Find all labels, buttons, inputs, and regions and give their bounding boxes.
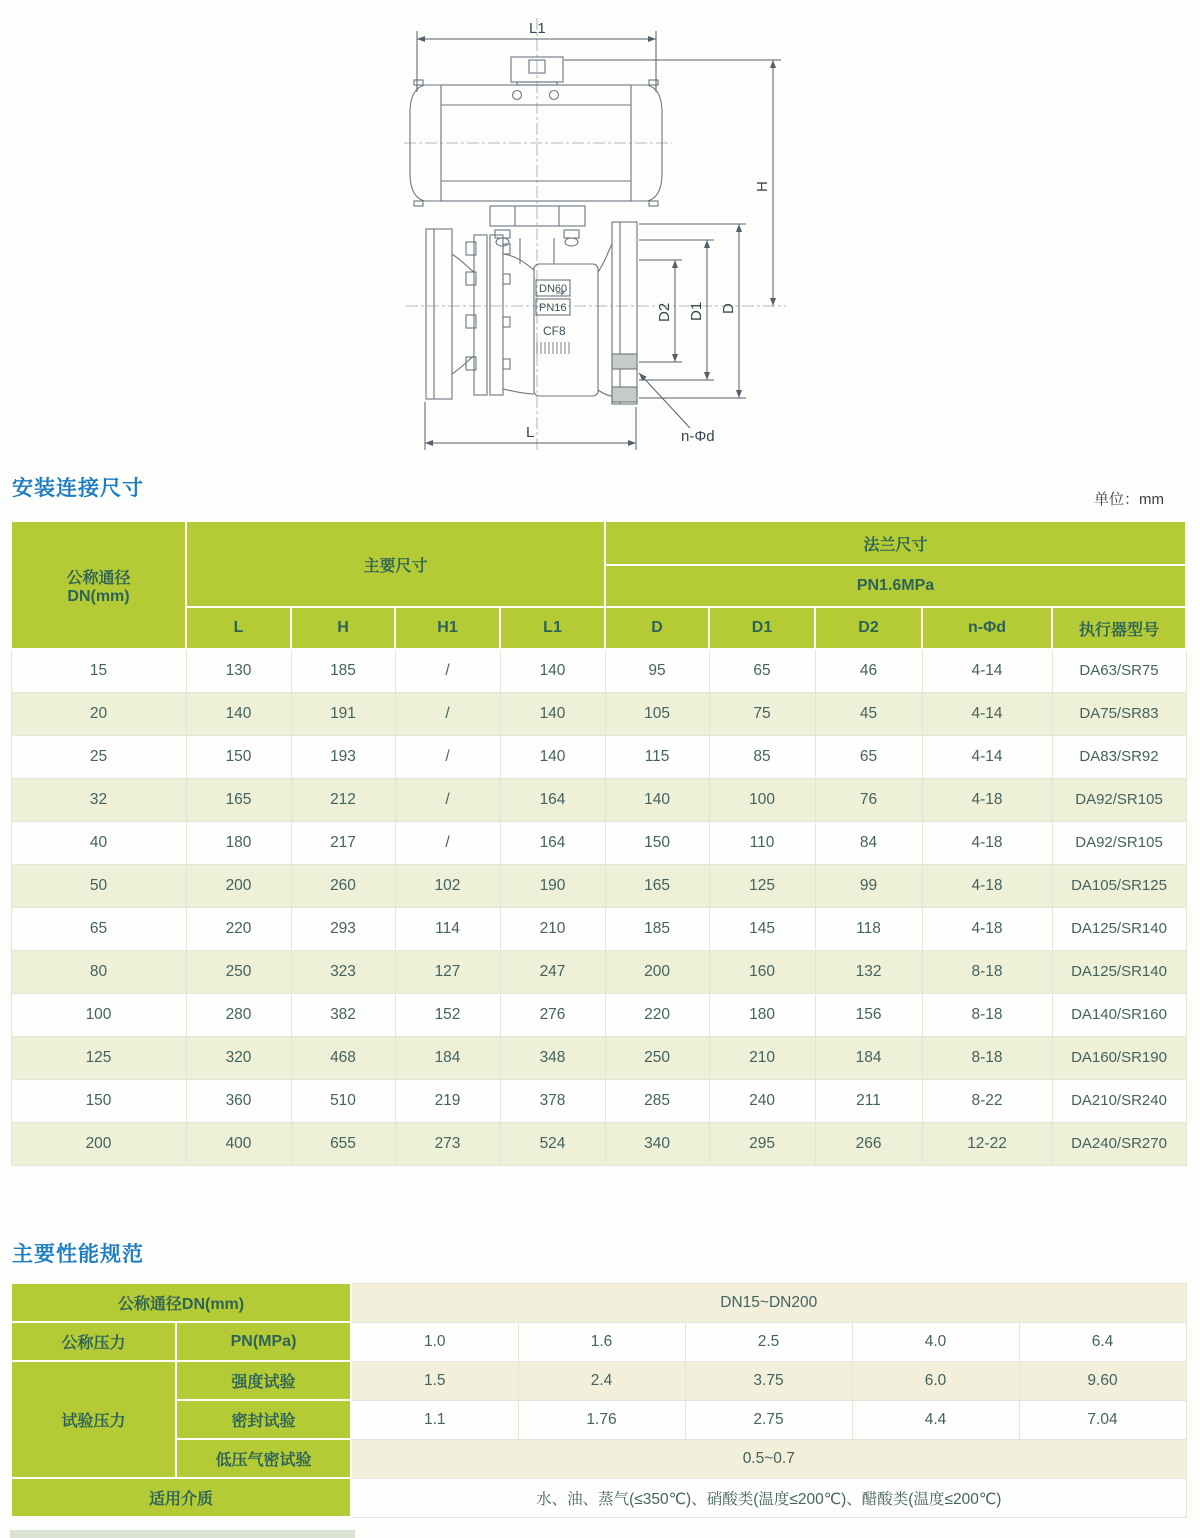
ball-valve-body [426, 222, 637, 404]
perf-strength-value: 9.60 [1019, 1361, 1186, 1400]
row-seal-test [11, 1400, 1186, 1439]
dimension-table-cell: 140 [500, 735, 605, 778]
dimension-table-cell: 150 [605, 821, 709, 864]
perf-seal-value: 7.04 [1019, 1400, 1186, 1439]
dimension-table-cell: DA63/SR75 [1052, 649, 1186, 692]
row-nominal-diameter [11, 1283, 1186, 1322]
dimension-table-cell: 4-18 [922, 778, 1052, 821]
dimension-table-body [11, 649, 1186, 1165]
col-header-bolt-holes: n-Φd [922, 607, 1052, 649]
perf-strength-value: 1.5 [351, 1361, 518, 1400]
dimension-table-cell: 280 [186, 993, 291, 1036]
perf-dn-label: 公称通径DN(mm) [11, 1283, 351, 1322]
dimension-table-cell: 140 [500, 649, 605, 692]
dimension-table-cell: 15 [11, 649, 186, 692]
dimension-table-cell: 266 [815, 1122, 922, 1165]
dimension-table-cell: DA92/SR105 [1052, 778, 1186, 821]
dimension-table-cell: 400 [186, 1122, 291, 1165]
dimension-table-cell: 25 [11, 735, 186, 778]
dimension-table-cell: DA160/SR190 [1052, 1036, 1186, 1079]
dimension-table-cell: 114 [395, 907, 500, 950]
dimension-table-cell: 4-18 [922, 864, 1052, 907]
dimension-table-cell: 185 [605, 907, 709, 950]
perf-strength-value: 3.75 [685, 1361, 852, 1400]
dimension-table-cell: DA240/SR270 [1052, 1122, 1186, 1165]
perf-pn-value: 1.0 [351, 1322, 518, 1361]
dimension-table-cell: 191 [291, 692, 395, 735]
section2-title: 主要性能规范 [12, 1243, 144, 1266]
dimension-table-cell: DA83/SR92 [1052, 735, 1186, 778]
dimension-table-cell: 4-14 [922, 649, 1052, 692]
dimension-table-cell: 185 [291, 649, 395, 692]
header-pn-class: PN1.6MPa [605, 565, 1186, 607]
dimension-table-cell: 118 [815, 907, 922, 950]
centerlines [404, 18, 786, 452]
dimension-table-row [11, 1036, 1186, 1079]
mark-pn: PN16 [539, 302, 567, 314]
dimension-table-cell: 190 [500, 864, 605, 907]
dimension-table-cell: 217 [291, 821, 395, 864]
dimension-table-cell: 8-18 [922, 1036, 1052, 1079]
perf-pn-value: 4.0 [852, 1322, 1019, 1361]
dimension-table-cell: 100 [11, 993, 186, 1036]
unit-label: 单位：mm [1094, 491, 1164, 508]
dimension-table-cell: 80 [11, 950, 186, 993]
dimension-table-cell: 240 [709, 1079, 815, 1122]
dimension-table-cell: / [395, 692, 500, 735]
col-header-h: H [291, 607, 395, 649]
perf-low-pressure-label: 低压气密试验 [176, 1439, 351, 1478]
perf-media-value: 水、油、蒸气(≤350℃)、硝酸类(温度≤200℃)、醋酸类(温度≤200℃) [351, 1478, 1186, 1517]
dimension-table-cell: 211 [815, 1079, 922, 1122]
dimension-table-cell: 293 [291, 907, 395, 950]
dimension-table-cell: 125 [709, 864, 815, 907]
dimension-table-cell: 323 [291, 950, 395, 993]
dimension-table-cell: 510 [291, 1079, 395, 1122]
dimension-table-cell: 65 [11, 907, 186, 950]
valve-markings [539, 283, 567, 338]
dimension-table-row [11, 649, 1186, 692]
dimension-table-row [11, 821, 1186, 864]
dimension-table-row [11, 778, 1186, 821]
dimension-table-cell: 378 [500, 1079, 605, 1122]
col-header-d2: D2 [815, 607, 922, 649]
dimension-table-cell: 65 [709, 649, 815, 692]
dimension-table-cell: 127 [395, 950, 500, 993]
dimension-table-cell: 276 [500, 993, 605, 1036]
dimension-table-cell: DA210/SR240 [1052, 1079, 1186, 1122]
dimension-table-cell: 4-18 [922, 907, 1052, 950]
header-nominal-diameter-line2: DN(mm) [67, 587, 130, 605]
col-header-h1: H1 [395, 607, 500, 649]
dimension-table-cell: 164 [500, 778, 605, 821]
dimension-table-cell: 4-14 [922, 735, 1052, 778]
dimension-table-cell: 184 [815, 1036, 922, 1079]
dimension-table-cell: 164 [500, 821, 605, 864]
dimension-table-cell: 468 [291, 1036, 395, 1079]
dimension-table-cell: 99 [815, 864, 922, 907]
dimension-table-cell: 65 [815, 735, 922, 778]
dimension-table-cell: 132 [815, 950, 922, 993]
dimension-table-cell: DA125/SR140 [1052, 907, 1186, 950]
dimension-table-cell: DA140/SR160 [1052, 993, 1186, 1036]
header-flange-dimensions: 法兰尺寸 [605, 521, 1186, 565]
dim-label-d2: D2 [656, 302, 673, 322]
header-nominal-diameter [11, 521, 186, 649]
col-header-d: D [605, 607, 709, 649]
perf-pn-value: 2.5 [685, 1322, 852, 1361]
dimension-table-cell: 85 [709, 735, 815, 778]
perf-seal-value: 1.76 [518, 1400, 685, 1439]
dimension-table-cell: 130 [186, 649, 291, 692]
dimension-table-cell: 273 [395, 1122, 500, 1165]
perf-test-pressure-label: 试验压力 [11, 1361, 176, 1478]
dimension-table-cell: 115 [605, 735, 709, 778]
dimension-table-cell: 180 [186, 821, 291, 864]
dimension-table-cell: 100 [709, 778, 815, 821]
perf-seal-value: 2.75 [685, 1400, 852, 1439]
dimension-table [10, 520, 1187, 1166]
section1-title: 安装连接尺寸 [12, 477, 144, 500]
dimension-table-cell: 8-18 [922, 950, 1052, 993]
dim-label-l1: L1 [529, 20, 546, 37]
dim-label-h: H [754, 181, 771, 192]
dimension-table-cell: 32 [11, 778, 186, 821]
valve-technical-drawing [398, 4, 798, 459]
dimension-table-cell: 40 [11, 821, 186, 864]
dimension-table-cell: 145 [709, 907, 815, 950]
dimension-lines [417, 31, 781, 450]
dimension-table-cell: 200 [11, 1122, 186, 1165]
dimension-table-cell: 140 [605, 778, 709, 821]
mark-dn: DN60 [539, 283, 568, 295]
col-header-l1: L1 [500, 607, 605, 649]
dimension-table-row [11, 692, 1186, 735]
dimension-table-cell: 655 [291, 1122, 395, 1165]
mark-material: CF8 [543, 324, 566, 338]
dimension-table-cell: 150 [11, 1079, 186, 1122]
dimension-table-row [11, 1079, 1186, 1122]
dimension-table-cell: / [395, 821, 500, 864]
dimension-table-row [11, 993, 1186, 1036]
header-nominal-diameter-line1: 公称通径 [66, 569, 131, 587]
row-strength-test [11, 1361, 1186, 1400]
dimension-table-cell: 250 [605, 1036, 709, 1079]
col-header-d1: D1 [709, 607, 815, 649]
dimension-table-cell: 95 [605, 649, 709, 692]
dimension-table-cell: 160 [709, 950, 815, 993]
mounting-bracket [490, 206, 585, 264]
dimension-table-cell: 295 [709, 1122, 815, 1165]
dim-label-l: L [526, 424, 535, 441]
dimension-table-cell: 125 [11, 1036, 186, 1079]
dimension-table-cell: 285 [605, 1079, 709, 1122]
dimension-table-cell: 348 [500, 1036, 605, 1079]
dimension-table-cell: 12-22 [922, 1122, 1052, 1165]
dimension-table-cell: 220 [605, 993, 709, 1036]
dimension-table-cell: DA125/SR140 [1052, 950, 1186, 993]
dimension-table-cell: 340 [605, 1122, 709, 1165]
perf-strength-value: 6.0 [852, 1361, 1019, 1400]
dim-label-bolt-holes: n-Φd [681, 428, 715, 445]
dim-label-d: D [720, 303, 737, 314]
dimension-table-cell: 165 [186, 778, 291, 821]
row-nominal-pressure [11, 1322, 1186, 1361]
perf-seal-value: 1.1 [351, 1400, 518, 1439]
dimension-table-cell: / [395, 778, 500, 821]
perf-seal-label: 密封试验 [176, 1400, 351, 1439]
perf-dn-value: DN15~DN200 [351, 1283, 1186, 1322]
dimension-table-cell: 46 [815, 649, 922, 692]
dimension-table-cell: 250 [186, 950, 291, 993]
dimension-table-cell: 200 [186, 864, 291, 907]
dimension-table-cell: 45 [815, 692, 922, 735]
dimension-table-cell: 220 [186, 907, 291, 950]
performance-table [10, 1282, 1187, 1518]
dimension-table-cell: 320 [186, 1036, 291, 1079]
dimension-table-cell: 105 [605, 692, 709, 735]
dimension-table-row [11, 1122, 1186, 1165]
dimension-table-cell: 212 [291, 778, 395, 821]
perf-strength-label: 强度试验 [176, 1361, 351, 1400]
perf-strength-value: 2.4 [518, 1361, 685, 1400]
dimension-table-cell: 4-18 [922, 821, 1052, 864]
pneumatic-actuator [410, 57, 662, 206]
header-main-dimensions: 主要尺寸 [186, 521, 605, 607]
dimension-table-cell: 150 [186, 735, 291, 778]
dimension-table-cell: 84 [815, 821, 922, 864]
dimension-table-cell: DA75/SR83 [1052, 692, 1186, 735]
perf-seal-value: 4.4 [852, 1400, 1019, 1439]
perf-pn-label: PN(MPa) [176, 1322, 351, 1361]
dimension-table-cell: DA105/SR125 [1052, 864, 1186, 907]
perf-pn-value: 1.6 [518, 1322, 685, 1361]
dimension-table-cell: 210 [500, 907, 605, 950]
dimension-table-cell: DA92/SR105 [1052, 821, 1186, 864]
dimension-table-cell: 382 [291, 993, 395, 1036]
dimension-table-cell: / [395, 735, 500, 778]
dimension-table-cell: 193 [291, 735, 395, 778]
dimension-table-cell: 4-14 [922, 692, 1052, 735]
row-applicable-media [11, 1478, 1186, 1517]
dimension-table-cell: 219 [395, 1079, 500, 1122]
dimension-table-cell: 102 [395, 864, 500, 907]
perf-pn-value: 6.4 [1019, 1322, 1186, 1361]
dimension-table-row [11, 864, 1186, 907]
dim-label-d1: D1 [688, 301, 705, 321]
dimension-table-cell: 200 [605, 950, 709, 993]
dimension-table-cell: 140 [500, 692, 605, 735]
dimension-table-row [11, 907, 1186, 950]
perf-low-pressure-value: 0.5~0.7 [351, 1439, 1186, 1478]
dimension-table-cell: 8-18 [922, 993, 1052, 1036]
col-header-l: L [186, 607, 291, 649]
dimension-table-cell: 110 [709, 821, 815, 864]
dimension-table-cell: 247 [500, 950, 605, 993]
dimension-table-cell: 140 [186, 692, 291, 735]
dimension-table-cell: 165 [605, 864, 709, 907]
dimension-table-row [11, 950, 1186, 993]
next-row-partial-strip [10, 1530, 355, 1538]
dimension-table-cell: 180 [709, 993, 815, 1036]
dimension-table-cell: 50 [11, 864, 186, 907]
col-header-actuator-model: 执行器型号 [1052, 607, 1186, 649]
dimension-table-row [11, 735, 1186, 778]
dimension-table-cell: 76 [815, 778, 922, 821]
dimension-table-header [11, 521, 1186, 649]
perf-pressure-label: 公称压力 [11, 1322, 176, 1361]
dimension-table-cell: / [395, 649, 500, 692]
dimension-table-cell: 8-22 [922, 1079, 1052, 1122]
dimension-table-cell: 210 [709, 1036, 815, 1079]
dimension-table-cell: 75 [709, 692, 815, 735]
dimension-table-cell: 156 [815, 993, 922, 1036]
dimension-table-cell: 524 [500, 1122, 605, 1165]
dimension-table-cell: 20 [11, 692, 186, 735]
dimension-table-cell: 260 [291, 864, 395, 907]
dimension-table-cell: 184 [395, 1036, 500, 1079]
dimension-table-cell: 360 [186, 1079, 291, 1122]
row-low-pressure-test [11, 1439, 1186, 1478]
perf-media-label: 适用介质 [11, 1478, 351, 1517]
dimension-table-cell: 152 [395, 993, 500, 1036]
